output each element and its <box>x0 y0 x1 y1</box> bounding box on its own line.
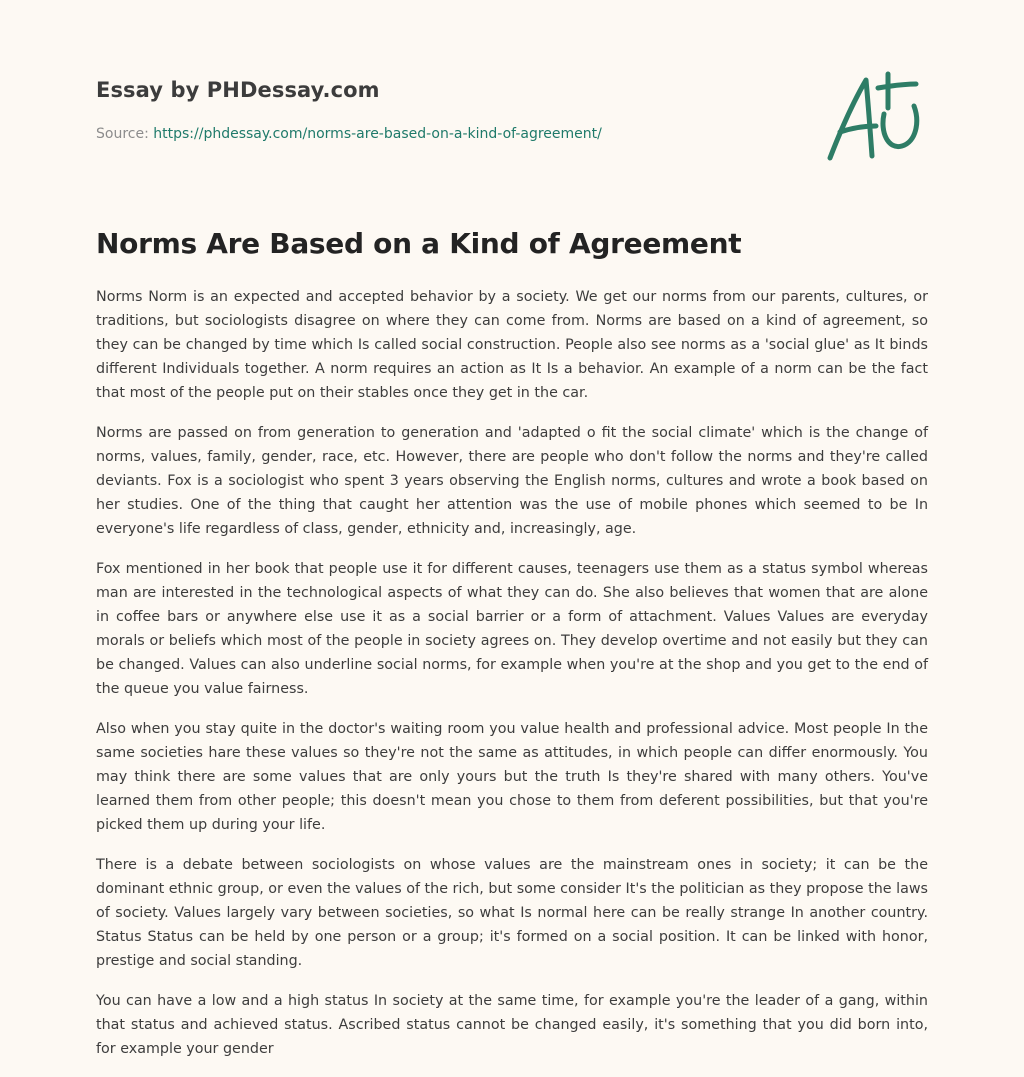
a-plus-grade-icon <box>818 66 928 166</box>
essay-paragraph-2: Norms are passed on from generation to generation and 'adapted o fit the social climate' which is the change of norms, values, family, gender, race, etc. However, there are people who don't follow the norms and they're called deviants. Fox is a sociologist who spent 3 years observing the English norms, cultures and wrote a book based on her studies. One of the thing that caught her attention was the use of mobile phones which seemed to be In everyone's life regardless of class, gender, ethnicity and, increasingly, age. <box>96 425 928 537</box>
essay-paragraph-3: Fox mentioned in her book that people use it for different causes, teenagers use them as a status symbol whereas man are interested in the technological aspects of what they can do. She also believes that women that are alone in coffee bars or anywhere else use it as a social barrier or a form of attachment. Values Values are everyday morals or beliefs which most of the people in society agrees on. They develop overtime and not easily but they can be changed. Values can also underline social norms, for example when you're at the shop and you get to the end of the queue you value fairness. <box>96 561 928 697</box>
essay-paragraph-4: Also when you stay quite in the doctor's waiting room you value health and professional advice. Most people In the same societies hare these values so they're not the same as attitudes, in which people can differ enormously. You may think there are some values that are only yours but the truth Is they're shared with many others. You've learned them from other people; this doesn't mean you chose to them from deferent possibilities, but that you're picked them up during your life. <box>96 721 928 833</box>
essay-title: Norms Are Based on a Kind of Agreement <box>96 227 742 260</box>
source-label: Source: <box>96 126 154 142</box>
essay-paragraph-5: There is a debate between sociologists on whose values are the mainstream ones in society; it can be the dominant ethnic group, or even the values of the rich, but some consider It's the politician as they propose the laws of society. Values largely vary between societies, so what Is normal here can be really strange In another country. Status Status can be held by one person or a group; it's formed on a social position. It can be linked with honor, prestige and social standing. <box>96 857 928 969</box>
source-link[interactable]: https://phdessay.com/norms-are-based-on-a-kind-of-agreement/ <box>153 126 602 142</box>
essay-paragraph-6: You can have a low and a high status In society at the same time, for example you're the leader of a gang, within that status and achieved status. Ascribed status cannot be changed easily, it's something that you did born into, for example your gender <box>96 993 928 1057</box>
essay-body <box>96 225 928 1077</box>
essay-paragraph-1: Norms Norm is an expected and accepted behavior by a society. We get our norms from our parents, cultures, or traditions, but sociologists disagree on where they can come from. Norms are based on a kind of agreement, so they can be changed by time which Is called social construction. People also see norms as a 'social glue' as It binds different Individuals together. A norm requires an action as It Is a behavior. An example of a norm can be the fact that most of the people put on their stables once they get in the car. <box>96 289 928 401</box>
site-brand: Essay by PHDessay.com <box>96 78 380 102</box>
source-line <box>96 125 936 143</box>
essay-header <box>96 76 936 143</box>
